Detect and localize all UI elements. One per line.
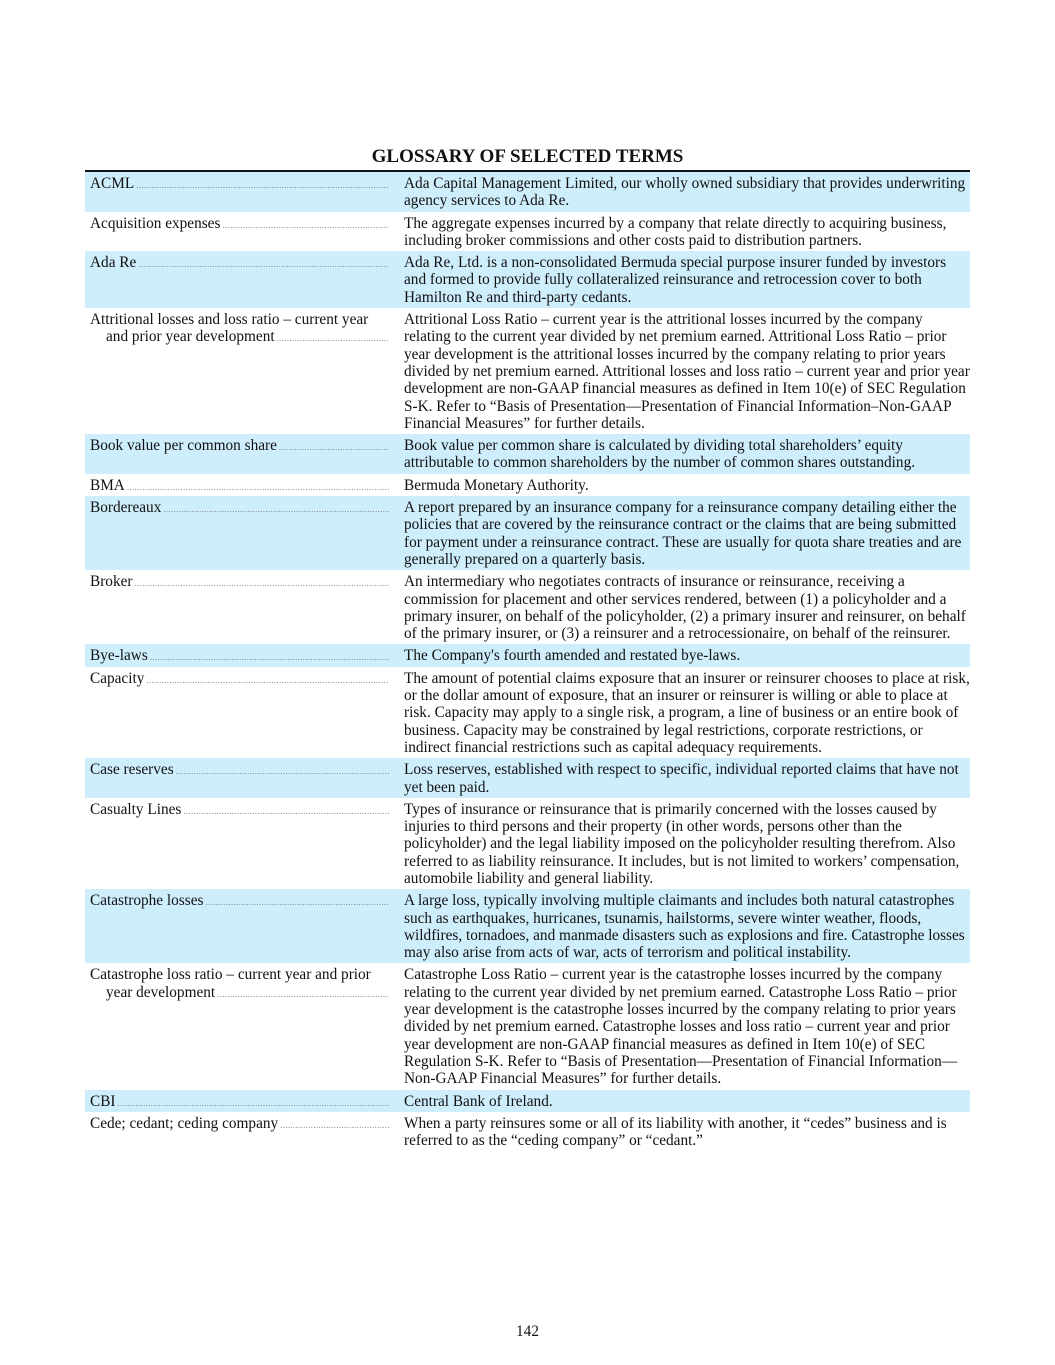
glossary-term: ACML ..... xyxy=(85,175,389,192)
glossary-definition: A large loss, typically involving multiple claimants and includes both natural catastrophes such as earthquakes, hurricanes, tsunamis, hailstorms, severe winter weather, floods, wildfires, tornadoes, and manmade disasters such as explosions and fire. Catastrophe losses may also arise from acts of war, acts of terrorism and political instability. xyxy=(404,892,965,962)
glossary-row xyxy=(85,644,970,666)
glossary-row xyxy=(85,434,970,474)
glossary-row xyxy=(85,251,970,308)
glossary-row xyxy=(85,758,970,798)
glossary-term: BMA ..... xyxy=(85,477,389,494)
glossary-row xyxy=(85,212,970,252)
glossary-row xyxy=(85,308,970,434)
page-title: GLOSSARY OF SELECTED TERMS xyxy=(371,146,684,167)
glossary-definition: An intermediary who negotiates contracts of insurance or reinsurance, receiving a commission for placement and other services rendered, between (1) a policyholder and a primary insurer, on behalf of the policyholder, (2) a primary insurer and reinsurer, on behalf of the primary insurer, or (3) a reinsurer and a retrocessionaire, on behalf of the reinsurer. xyxy=(404,573,966,643)
glossary-row xyxy=(85,570,970,644)
glossary-row xyxy=(85,496,970,570)
glossary-term: Bye-laws ..... xyxy=(85,647,389,664)
glossary-term: Cede; cedant; ceding company ..... xyxy=(85,1115,389,1132)
glossary-definition: Book value per common share is calculated by dividing total shareholders’ equity attributable to common shareholders by the number of common shares outstanding. xyxy=(404,437,916,472)
glossary-row xyxy=(85,667,970,758)
glossary-term: Catastrophe loss ratio – current year and prior year development ..... xyxy=(85,966,389,1001)
glossary-definition: Catastrophe Loss Ratio – current year is the catastrophe losses incurred by the company relating to the current year divided by net premium earned. Catastrophe Loss Ratio – prior year development is the catastrophe losses incurred by the company relating to prior years divided by net premium earned. Catastrophe losses and loss ratio – current year and prior year development are non-GAAP financial measures as defined in Item 10(e) of SEC Regulation S-K. Refer to “Basis of Presentation—Presentation of Financial Information—Non-GAAP Financial Measures” for further details. xyxy=(404,966,958,1088)
glossary-term: Ada Re ..... xyxy=(85,254,389,271)
glossary-definition: Ada Re, Ltd. is a non-consolidated Bermuda special purpose insurer funded by investors and formed to provide fully collateralized reinsurance and retrocession cover to both Hamilton Re and third-party cedants. xyxy=(404,254,947,306)
glossary-term: Bordereaux ..... xyxy=(85,499,389,516)
glossary-row xyxy=(85,172,970,212)
glossary-row xyxy=(85,1090,970,1112)
glossary-definition: The Company's fourth amended and restated bye-laws. xyxy=(404,647,741,665)
glossary-definition: Bermuda Monetary Authority. xyxy=(404,476,589,494)
glossary-term: Acquisition expenses ..... xyxy=(85,215,389,232)
glossary-definition: A report prepared by an insurance company for a reinsurance company detailing either the policies that are covered by the reinsurance contract or the claims that are being submitted for payment under a reinsurance contract. These are usually for quota share treaties and are generally prepared on a quarterly basis. xyxy=(404,499,962,568)
glossary-row xyxy=(85,798,970,889)
glossary-definition: When a party reinsures some or all of its liability with another, it “cedes” business and is referred to as the “ceding company” or “cedant.” xyxy=(404,1114,947,1150)
glossary-term: Broker ..... xyxy=(85,573,389,590)
glossary-term: CBI ..... xyxy=(85,1093,389,1110)
page-number: 142 xyxy=(516,1323,539,1340)
glossary-definition: Central Bank of Ireland. xyxy=(404,1092,553,1110)
glossary-row xyxy=(85,963,970,1089)
glossary-table xyxy=(85,170,970,1151)
glossary-row xyxy=(85,474,970,496)
glossary-row xyxy=(85,1112,970,1152)
glossary-definition: Types of insurance or reinsurance that is primarily concerned with the losses caused by injuries to third persons and their property (in other words, persons other than the policyholder) and the legal liability imposed on the policyholder resulting therefrom. Also referred to as liability reinsurance. It includes, but is not limited to workers’ compensation, automobile liability and general liability. xyxy=(404,800,960,887)
glossary-term: Case reserves ..... xyxy=(85,761,389,778)
glossary-definition: The amount of potential claims exposure that an insurer or reinsurer chooses to place at risk, or the dollar amount of exposure, that an insurer or reinsurer is willing or able to place at risk. Capacity may apply to a single risk, a program, a line of business or an entire book of business. Capacity may be constrained by legal restrictions, corporate restrictions, or indirect financial restrictions such as capital adequacy requirements. xyxy=(404,669,970,756)
glossary-term: Casualty Lines ..... xyxy=(85,801,389,818)
glossary-row xyxy=(85,889,970,963)
glossary-term: Catastrophe losses ..... xyxy=(85,892,389,909)
glossary-term: Capacity ..... xyxy=(85,670,389,687)
glossary-term: Book value per common share ..... xyxy=(85,437,389,454)
glossary-term: Attritional losses and loss ratio – current year and prior year development ..... xyxy=(85,311,389,346)
glossary-definition: Attritional Loss Ratio – current year is the attritional losses incurred by the company relating to the current year divided by net premium earned. Attritional Loss Ratio – prior year development is the attritional losses incurred by the company relating to prior years divided by net premium earned. Attritional losses and loss ratio – current year and prior year development are non-GAAP financial measures as defined in Item 10(e) of SEC Regulation S-K. Refer to “Basis of Presentation—Presentation of Financial Information–Non-GAAP Financial Measures” for further details. xyxy=(404,311,970,432)
glossary-definition: The aggregate expenses incurred by a company that relate directly to acquiring business, including broker commissions and other costs paid to distribution partners. xyxy=(404,214,947,249)
glossary-definition: Ada Capital Management Limited, our wholly owned subsidiary that provides underwriting agency services to Ada Re. xyxy=(404,175,966,210)
glossary-definition: Loss reserves, established with respect to specific, individual reported claims that have not yet been paid. xyxy=(404,761,959,796)
